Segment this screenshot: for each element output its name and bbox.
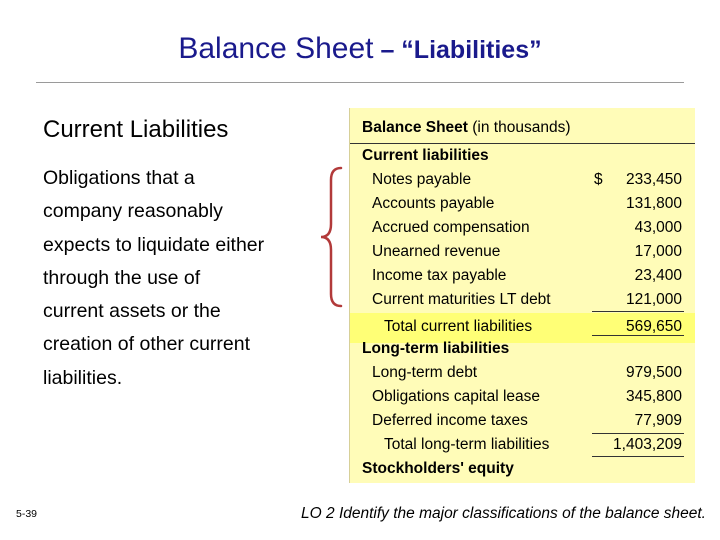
line-item-amount: 43,000 xyxy=(634,219,682,236)
line-item-label: Long-term debt xyxy=(372,364,478,381)
section-heading: Current Liabilities xyxy=(43,116,229,143)
definition-line: Obligations that a xyxy=(43,167,195,189)
current-liabilities-heading: Current liabilities xyxy=(362,147,489,164)
total-rule-bottom xyxy=(592,456,684,457)
table-row xyxy=(350,386,695,410)
definition-line: liabilities. xyxy=(43,366,123,389)
curly-brace-icon xyxy=(314,166,344,308)
total-amount: 569,650 xyxy=(625,318,682,335)
line-item-amount: 77,909 xyxy=(634,412,682,429)
line-item-label: Current maturities LT debt xyxy=(372,291,551,308)
header-divider xyxy=(350,143,695,144)
table-row xyxy=(350,193,695,217)
title-divider xyxy=(36,82,684,83)
line-item-label: Accounts payable xyxy=(372,195,495,212)
total-rule-bottom xyxy=(592,335,684,336)
table-title: Balance Sheet xyxy=(362,119,468,136)
line-item-label: Deferred income taxes xyxy=(372,412,528,429)
line-item-amount: 345,800 xyxy=(625,388,682,405)
table-row xyxy=(350,362,695,386)
table-row xyxy=(350,289,695,313)
definition-line: current assets or the xyxy=(43,300,221,323)
total-rule-top xyxy=(592,311,684,312)
currency-symbol: $ xyxy=(594,171,603,188)
long-term-heading-row xyxy=(350,338,695,362)
line-item-label: Income tax payable xyxy=(372,267,507,284)
table-header-row xyxy=(350,117,695,141)
definition-line: company reasonably xyxy=(43,200,223,223)
equity-heading-row xyxy=(350,458,695,482)
line-item-amount: 121,000 xyxy=(625,291,682,308)
total-amount: 1,403,209 xyxy=(613,436,682,453)
definition-line: expects to liquidate either xyxy=(43,233,265,256)
current-liabilities-heading-row xyxy=(350,145,695,169)
long-term-total-row xyxy=(350,434,695,458)
line-item-amount: 17,000 xyxy=(634,243,682,260)
table-row xyxy=(350,241,695,265)
definition-line: creation of other current xyxy=(43,333,251,356)
balance-sheet-table xyxy=(349,108,695,483)
line-item-label: Notes payable xyxy=(372,171,472,188)
line-item-amount: 131,800 xyxy=(625,195,682,212)
line-item-label: Unearned revenue xyxy=(372,243,501,260)
total-label: Total current liabilities xyxy=(384,318,533,335)
table-units: (in thousands) xyxy=(467,119,571,136)
table-row xyxy=(350,217,695,241)
table-row xyxy=(350,169,695,193)
stockholders-equity-heading: Stockholders' equity xyxy=(362,460,514,477)
line-item-amount: 979,500 xyxy=(625,364,682,381)
total-label: Total long-term liabilities xyxy=(384,436,550,453)
line-item-amount: 23,400 xyxy=(634,267,682,284)
definition-paragraph xyxy=(43,162,308,395)
slide-number: 5-39 xyxy=(16,508,38,520)
slide-title-main: Balance Sheet xyxy=(178,32,374,65)
slide-title xyxy=(0,32,720,66)
line-item-label: Accrued compensation xyxy=(372,219,530,236)
table-row xyxy=(350,410,695,434)
line-item-amount: 233,450 xyxy=(625,171,682,188)
long-term-liabilities-heading: Long-term liabilities xyxy=(362,340,510,357)
learning-objective: LO 2 Identify the major classifications of the balance sheet. xyxy=(301,505,706,522)
table-row xyxy=(350,265,695,289)
line-item-label: Obligations capital lease xyxy=(372,388,541,405)
definition-line: through the use of xyxy=(43,266,201,289)
slide-title-sub: – “Liabilities” xyxy=(373,36,542,64)
